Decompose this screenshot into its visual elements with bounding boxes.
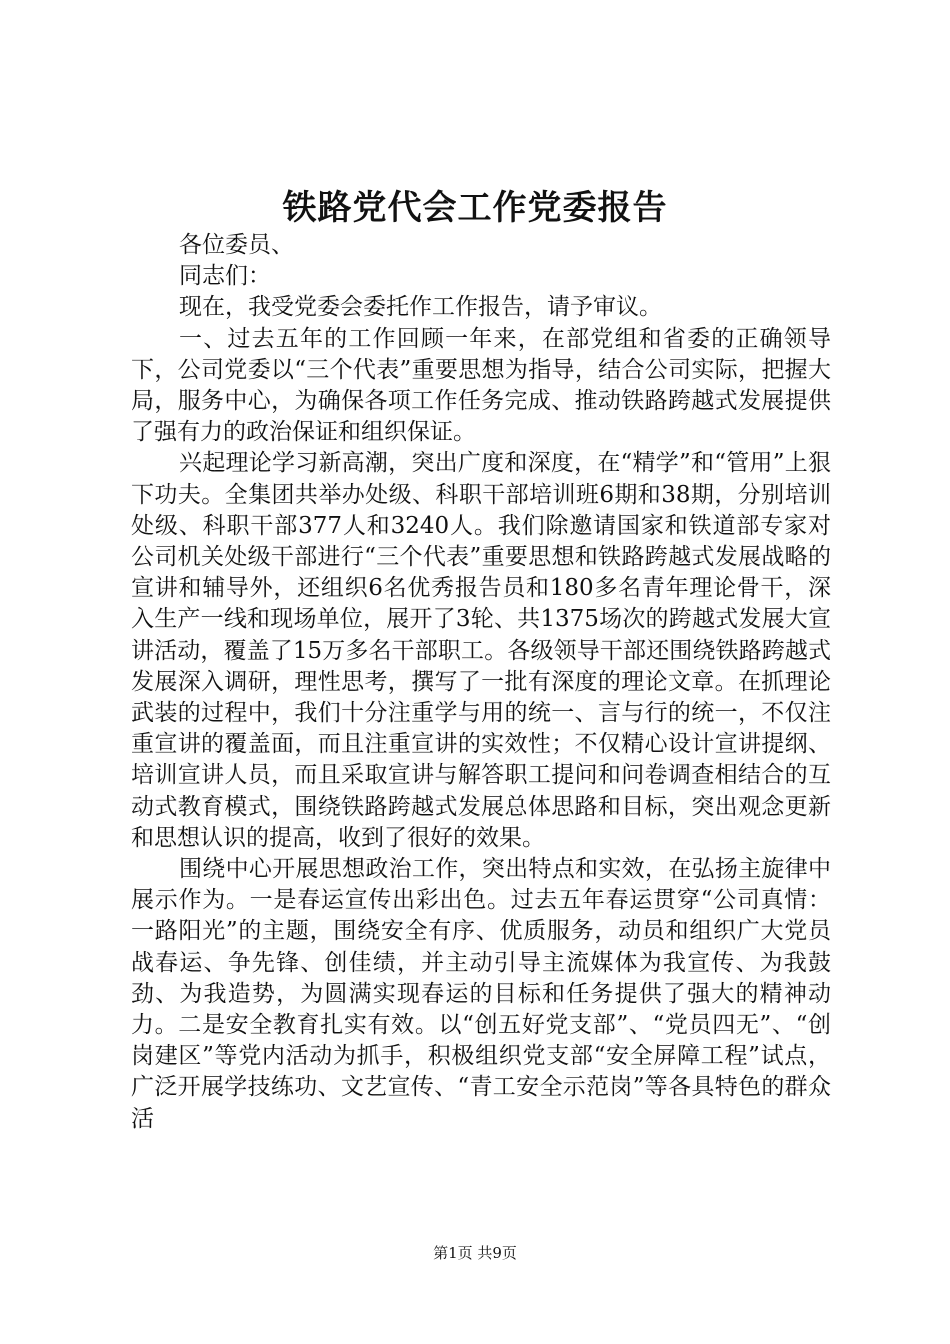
document-title: 铁路党代会工作党委报告	[282, 188, 668, 228]
section-one-paragraph: 一、过去五年的工作回顾一年来，在部党组和省委的正确领导下，公司党委以“三个代表”重要思想为指导，结合公司实际，把握大局，服务中心，为确保各项工作任务完成、推动铁路跨越式发展提供了强有力的政治保证和组织保证。	[131, 325, 831, 446]
page-footer: 第1页 共9页	[433, 1244, 517, 1262]
salutation-line-1: 各位委员、	[179, 232, 294, 258]
political-work-paragraph: 围绕中心开展思想政治工作，突出特点和实效，在弘扬主旋律中展示作为。一是春运宣传出彩出色。过去五年春运贯穿“公司真情：一路阳光”的主题，围绕安全有序、优质服务，动员和组织广大党员战春运、争先锋、创佳绩，并主动引导主流媒体为我宣传、为我鼓劲、为我造势，为圆满实现春运的目标和任务提供了强大的精神动力。二是安全教育扎实有效。以“创五好党支部”、“党员四无”、“创岗建区”等党内活动为抓手，积极组织党支部“安全屏障工程”试点，广泛开展学技练功、文艺宣传、“青工安全示范岗”等各具特色的群众活	[131, 856, 831, 1132]
document-body	[131, 230, 831, 1135]
opening-paragraph: 现在，我受党委会委托作工作报告，请予审议。	[179, 294, 662, 321]
theory-study-paragraph: 兴起理论学习新高潮，突出广度和深度，在“精学”和“管用”上狠下功夫。全集团共举办处级、科职干部培训班6期和38期，分别培训处级、科职干部377人和3240人。我们除邀请国家和铁道部专家对公司机关处级干部进行“三个代表”重要思想和铁路跨越式发展战略的宣讲和辅导外，还组织6名优秀报告员和180多名青年理论骨干，深入生产一线和现场单位，展开了3轮、共1375场次的跨越式发展大宣讲活动，覆盖了15万多名干部职工。各级领导干部还围绕铁路跨越式发展深入调研，理性思考，撰写了一批有深度的理论文章。在抓理论武装的过程中，我们十分注重学与用的统一、言与行的统一，不仅注重宣讲的覆盖面，而且注重宣讲的实效性；不仅精心设计宣讲提纲、培训宣讲人员，而且采取宣讲与解答职工提问和问卷调查相结合的互动式教育模式，围绕铁路跨越式发展总体思路和目标，突出观念更新和思想认识的提高，收到了很好的效果。	[131, 450, 831, 851]
salutation-line-2: 同志们：	[179, 263, 271, 290]
